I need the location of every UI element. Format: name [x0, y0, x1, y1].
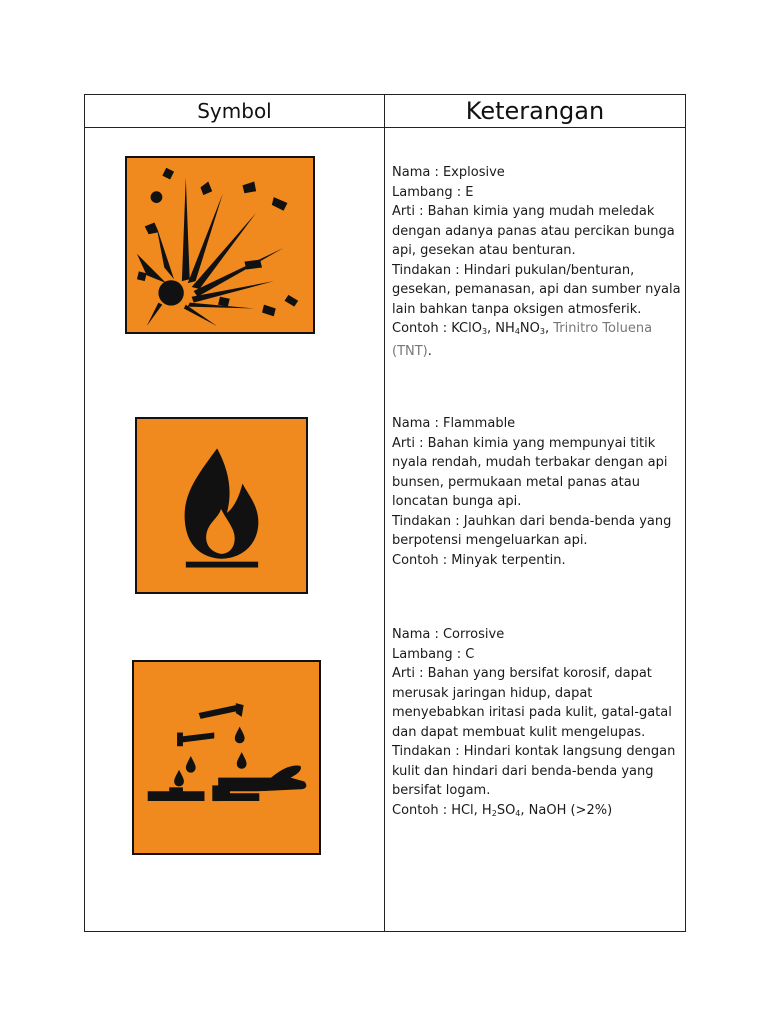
header-keterangan: Keterangan — [465, 97, 605, 125]
corrosive-lambang: Lambang : C — [392, 646, 475, 662]
flammable-sign — [135, 417, 308, 594]
flammable-arti: Arti : Bahan kimia yang mempunyai titik nyala rendah, mudah terbakar dengan api bunsen, permukaan metal panas atau loncatan bunga api. — [392, 435, 668, 509]
flammable-nama: Nama : Flammable — [392, 416, 516, 431]
corrosive-tindakan: Tindakan : Hindari kontak langsung dengan kulit dan hindari dari benda-benda yang bersifat logam. — [392, 744, 676, 798]
flammable-description — [392, 414, 682, 570]
header-symbol: Symbol — [197, 99, 272, 123]
column-divider — [384, 95, 385, 931]
explosive-sign — [125, 156, 315, 334]
explosive-description — [392, 163, 682, 361]
flame-icon — [137, 419, 306, 592]
flammable-tindakan: Tindakan : Jauhkan dari benda-benda yang berpotensi mengeluarkan api. — [392, 513, 672, 548]
explosive-icon — [127, 158, 313, 332]
explosive-lambang: Lambang : E — [392, 184, 474, 200]
corrosive-icon — [134, 662, 319, 853]
explosive-arti: Arti : Bahan kimia yang mudah meledak dengan adanya panas atau percikan bunga api, gesekan atau benturan. — [392, 204, 675, 258]
corrosive-nama: Nama : Corrosive — [392, 627, 505, 642]
corrosive-arti: Arti : Bahan yang bersifat korosif, dapat merusak jaringan hidup, dapat menyebabkan iritasi pada kulit, gatal-gatal dan dapat membuat kulit mengelupas. — [392, 666, 672, 740]
explosive-nama: Nama : Explosive — [392, 165, 505, 180]
corrosive-description — [392, 625, 682, 823]
flammable-contoh: Contoh : Minyak terpentin. — [392, 552, 566, 568]
explosive-contoh: Contoh : KClO$_3$, $NH_4NO_3$, Trinitro Toluena (TNT). — [392, 321, 653, 359]
explosive-tindakan: Tindakan : Hindari pukulan/benturan, gesekan, pemanasan, api dan sumber nyala lain bahkan tanpa oksigen atmosferik. — [392, 262, 681, 317]
corrosive-sign — [132, 660, 321, 855]
corrosive-contoh: Contoh : HCl, $H_2SO_4$, NaOH (>2%) — [392, 802, 613, 818]
header-divider — [85, 127, 685, 128]
